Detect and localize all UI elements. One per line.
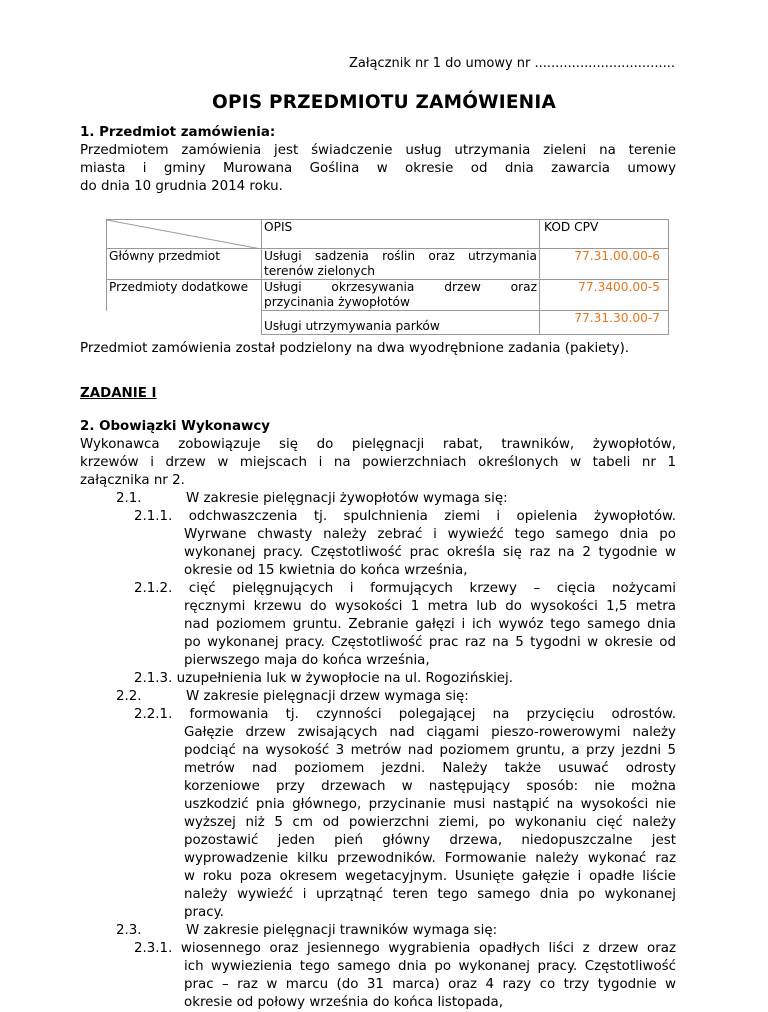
- section-1-heading: 1. Przedmiot zamówienia:: [80, 125, 276, 140]
- page-title: OPIS PRZEDMIOTU ZAMÓWIENIA: [212, 92, 556, 113]
- row-description: [262, 280, 540, 311]
- cpv-table: [106, 219, 669, 335]
- text-line: metrów nad poziomem jezdni. Należy także usuwać odrosty: [184, 761, 676, 776]
- point-text: W zakresie pielęgnacji trawników wymaga się:: [186, 923, 498, 938]
- text-line: uszkodzić pnia głównego, przycinanie musi nastąpić na wysokości nie: [184, 797, 676, 812]
- point-number: 2.3.: [116, 923, 142, 938]
- desc-line: Usługi sadzenia roślin oraz utrzymania: [264, 249, 537, 263]
- zadanie-heading: ZADANIE I: [80, 386, 157, 401]
- cpv-code: 77.3400.00-5: [540, 280, 669, 311]
- point-2-1-3: 2.1.3. uzupełnienia luk w żywopłocie na ul. Rogozińskiej.: [134, 671, 514, 686]
- header-kod-cpv: KOD CPV: [540, 220, 669, 249]
- text-line: 2.3.1. wiosennego oraz jesiennego wygrabienia opadłych liści z drzew oraz: [134, 941, 676, 956]
- text-line: należy wywieźć i uprzątnąć teren tego samego dnia po wykonanej: [184, 887, 676, 902]
- text-line: okresie od 15 kwietnia do końca września,: [184, 563, 468, 578]
- point-2-1-2: [134, 580, 676, 670]
- text-line: korzeniowe przy drzewach w następujący sposób: nie można: [184, 779, 676, 794]
- row-description: [262, 249, 540, 280]
- row-description: Usługi utrzymywania parków: [262, 311, 540, 335]
- text-line: ich wywiezienia tego samego dnia po wykonanej pracy. Częstotliwość: [184, 959, 676, 974]
- section-2-intro: [80, 436, 676, 490]
- section-2-heading: 2. Obowiązki Wykonawcy: [80, 419, 271, 434]
- text-line: pozostawić jeden pień główny drzewa, niedopuszczalne jest: [184, 833, 676, 848]
- text-line: Wykonawca zobowiązuje się do pielęgnacji rabat, trawników, żywopłotów,: [80, 437, 676, 452]
- split-note: Przedmiot zamówienia został podzielony na dwa wyodrębnione zadania (pakiety).: [80, 341, 630, 356]
- table-corner-cell: [107, 220, 262, 249]
- text-line: podciąć na wysokość 3 metrów nad poziomem gruntu, a przy jezdni 5: [184, 743, 676, 758]
- desc-line: terenów zielonych: [264, 264, 376, 278]
- text-line: miasta i gminy Murowana Goślina w okresie od dnia zawarcia umowy: [80, 161, 676, 176]
- text-line: 2.1.1. odchwaszczenia tj. spulchnienia ziemi i opielenia żywopłotów.: [134, 509, 676, 524]
- text-line: do dnia 10 grudnia 2014 roku.: [80, 179, 283, 194]
- text-line: wykonanej pracy. Częstotliwość prac określa się raz na 2 tygodnie w: [184, 545, 676, 560]
- text-line: okresie od połowy września do końca listopada,: [184, 995, 503, 1010]
- text-line: krzewów i drzew w miejscach i na powierzchniach określonych w tabeli nr 1: [80, 455, 676, 470]
- point-number: 2.2.: [116, 689, 142, 704]
- text-line: Wyrwane chwasty należy zebrać i wywieźć tego samego dnia po: [184, 527, 676, 542]
- row-label: Główny przedmiot: [107, 249, 262, 280]
- point-text: W zakresie pielęgnacji drzew wymaga się:: [186, 689, 469, 704]
- text-line: po wykonanej pracy. Częstotliwość prac raz na 5 tygodni w okresie od: [184, 635, 676, 650]
- text-line: Gałęzie drzew zwisających nad ciągami pieszo-rowerowymi należy: [184, 725, 676, 740]
- diagonal-line: [107, 220, 261, 249]
- text-line: wyprowadzenie kilku przewodników. Formowanie należy wykonać raz: [184, 851, 676, 866]
- text-line: prac – raz w marcu (do 31 marca) oraz 4 razy co trzy tygodnie w: [184, 977, 676, 992]
- cpv-code: 77.31.30.00-7: [540, 311, 669, 335]
- point-2-1-1: [134, 508, 676, 580]
- annex-reference: Załącznik nr 1 do umowy nr ..................................: [348, 56, 675, 71]
- text-line: w roku poza okresem wegetacyjnym. Usunięte gałęzie i opadłe liście: [184, 869, 676, 884]
- desc-line: Usługi okrzesywania drzew oraz: [264, 280, 537, 294]
- text-line: pierwszego maja do końca września,: [184, 653, 430, 668]
- text-line: pracy.: [184, 905, 224, 920]
- text-line: 2.2.1. formowania tj. czynności polegającej na przycięciu odrostów.: [134, 707, 676, 722]
- text-line: załącznika nr 2.: [80, 473, 185, 488]
- point-2-3-1: [134, 940, 676, 1012]
- text-line: Przedmiotem zamówienia jest świadczenie usług utrzymania zieleni na terenie: [80, 143, 676, 158]
- section-1-text: [80, 142, 676, 196]
- point-number: 2.1.: [116, 491, 142, 506]
- point-2-2-1: [134, 706, 676, 922]
- empty-cell: [107, 311, 262, 335]
- cpv-code: 77.31.00.00-6: [540, 249, 669, 280]
- text-line: 2.1.2. cięć pielęgnujących i formujących krzewy – cięcia nożycami: [134, 581, 676, 596]
- text-line: ręcznymi krzewu do wysokości 1 metra lub do wysokości 1,5 metra: [184, 599, 676, 614]
- point-text: W zakresie pielęgnacji żywopłotów wymaga się:: [186, 491, 508, 506]
- header-opis: OPIS: [262, 220, 540, 249]
- desc-line: przycinania żywopłotów: [264, 295, 410, 309]
- text-line: nad poziomem gruntu. Zebranie gałęzi i ich wywóz tego samego dnia: [184, 617, 676, 632]
- row-label: Przedmioty dodatkowe: [107, 280, 262, 311]
- text-line: wyższej niż 5 cm od powierzchni ziemi, po wykonaniu cięć należy: [184, 815, 676, 830]
